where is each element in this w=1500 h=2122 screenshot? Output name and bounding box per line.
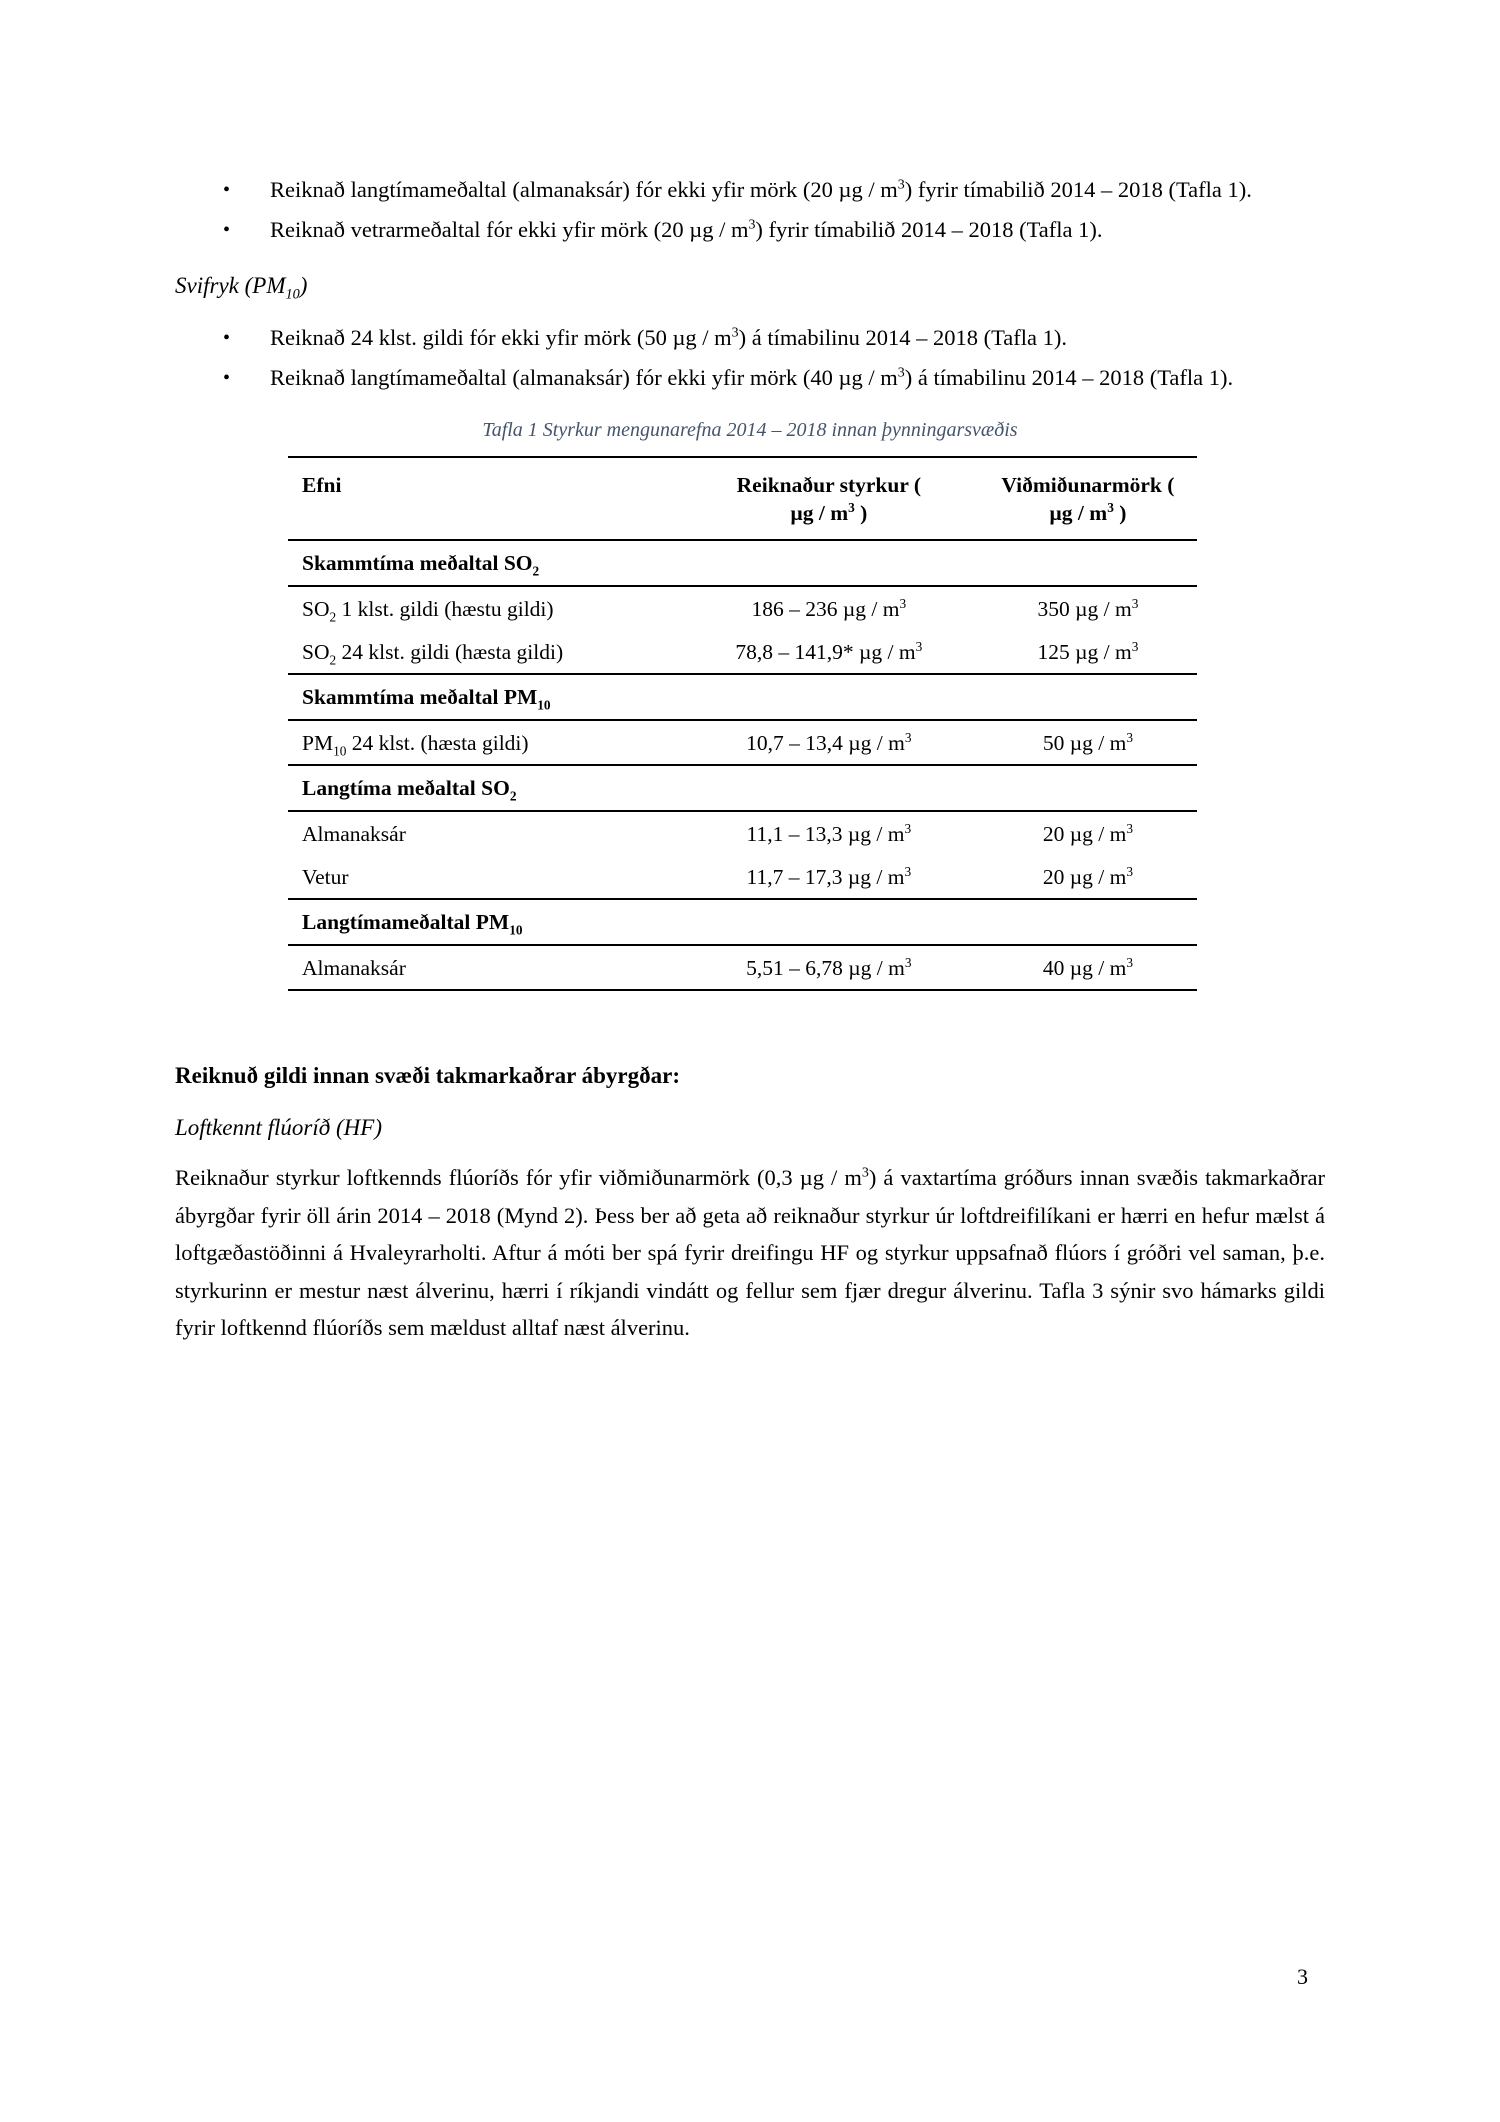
column-header-vidmidunarmork: Viðmiðunarmörk ( µg / $m^3$ ): [979, 457, 1197, 540]
row-calculated-value: 11,7 – 17,3 µg / $m^3$: [746, 863, 912, 889]
page-number: 3: [1297, 1964, 1308, 1989]
bullet-list-pm10: [175, 318, 1325, 398]
table-caption: [175, 416, 1325, 444]
column-header-efni: Efni: [288, 457, 679, 540]
bullet-text: Reiknað langtímameðaltal (almanaksár) fór ekki yfir mörk (40 µg / $m^3$) á tímabilinu 2014 – 2018 (Tafla 1).: [270, 365, 1234, 390]
section-row-skammtima-so2: [288, 540, 1197, 586]
table-row: [288, 720, 1197, 765]
table-caption-text: Tafla 1 Styrkur mengunarefna 2014 – 2018 innan þynningarsvæðis: [482, 419, 1018, 441]
bullet-text: Reiknað langtímameðaltal (almanaksár) fór ekki yfir mörk (20 µg / $m^3$) fyrir tímabilið 2014 – 2018 (Tafla 1).: [270, 177, 1252, 202]
row-calculated-value: 5,51 – 6,78 µg / $m^3$: [746, 954, 912, 980]
row-label: $SO_2$ 1 klst. gildi (hæstu gildi): [302, 597, 554, 625]
row-calculated-value: 11,1 – 13,3 µg / $m^3$: [746, 820, 912, 846]
body-paragraph: Reiknaður styrkur loftkennds flúoríðs fór yfir viðmiðunarmörk (0,3 µg / $m^3$) á vaxtartíma gróðurs innan svæðis takmarkaðrar ábyrgðar fyrir öll árin 2014 – 2018 (Mynd 2). Þess ber að geta að reiknaður styrkur úr loftdreifilíkani er hærri en hefur mælst á loftgæðastöðinni á Hvaleyrarholti. Aftur á móti ber spá fyrir dreifingu HF og styrkur uppsafnað flúors í gróðri vel saman, þ.e. styrkurinn er mestur næst álverinu, hærri í ríkjandi vindátt og fellur sem fjær dregur álverinu. Tafla 3 sýnir svo hámarks gildi fyrir loftkennd flúoríðs sem mældust alltaf næst álverinu.: [175, 1165, 1325, 1340]
section-row-langtima-so2: [288, 765, 1197, 811]
table-header-row: [288, 457, 1197, 540]
list-item: [175, 318, 1325, 358]
row-limit-value: 20 µg / $m^3$: [1042, 863, 1133, 889]
table-row: [288, 945, 1197, 990]
section-row-skammtima-pm10: [288, 674, 1197, 720]
row-calculated-value: 186 – 236 µg / $m^3$: [751, 595, 907, 621]
bullet-icon: •: [223, 219, 231, 241]
section-header: Langtíma meðaltal $SO_2$: [288, 765, 1197, 811]
bullet-icon: •: [223, 367, 231, 389]
row-limit-value: 40 µg / $m^3$: [1042, 954, 1133, 980]
section-header: Langtímameðaltal $PM_{10}$: [288, 899, 1197, 945]
svifryk-heading: Svifryk $(PM_{10})$: [175, 273, 308, 303]
section-row-langtimamedaltal-pm10: [288, 899, 1197, 945]
subsection-heading: Loftkennt flúoríð (HF): [175, 1115, 382, 1140]
concentrations-table: [288, 456, 1197, 991]
table-row: [288, 855, 1197, 899]
row-calculated-value: 10,7 – 13,4 µg / $m^3$: [746, 729, 912, 755]
section-header: Skammtíma meðaltal $PM_{10}$: [288, 674, 1197, 720]
section-header: Skammtíma meðaltal $SO_2$: [288, 540, 1197, 586]
bullet-list-so2: [175, 170, 1325, 250]
row-label: Vetur: [302, 865, 349, 889]
table-row: [288, 586, 1197, 630]
bullet-icon: •: [223, 327, 231, 349]
row-label: $SO_2$ 24 klst. gildi (hæsta gildi): [302, 640, 564, 668]
row-limit-value: 50 µg / $m^3$: [1042, 729, 1133, 755]
row-limit-value: 125 µg / $m^3$: [1037, 638, 1139, 664]
list-item: [175, 210, 1325, 250]
row-calculated-value: 78,8 – 141,9* µg / $m^3$: [735, 638, 923, 664]
row-label: Almanaksár: [302, 956, 406, 980]
page-content: [175, 0, 1325, 1347]
row-limit-value: 350 µg / $m^3$: [1037, 595, 1139, 621]
row-label: $PM_{10}$ 24 klst. (hæsta gildi): [302, 731, 529, 759]
list-item: [175, 358, 1325, 398]
row-label: Almanaksár: [302, 822, 406, 846]
section-heading: Reiknuð gildi innan svæði takmarkaðrar ábyrgðar:: [175, 1063, 680, 1088]
list-item: [175, 170, 1325, 210]
bullet-text: Reiknað vetrarmeðaltal fór ekki yfir mörk (20 µg / $m^3$) fyrir tímabilið 2014 – 2018 (Tafla 1).: [270, 217, 1103, 242]
table-row: [288, 811, 1197, 855]
bullet-icon: •: [223, 179, 231, 201]
table-row: [288, 630, 1197, 674]
bullet-text: Reiknað 24 klst. gildi fór ekki yfir mörk (50 µg / $m^3$) á tímabilinu 2014 – 2018 (Tafla 1).: [270, 325, 1067, 350]
column-header-reiknadur-styrkur: Reiknaður styrkur ( µg / $m^3$ ): [679, 457, 979, 540]
row-limit-value: 20 µg / $m^3$: [1042, 820, 1133, 846]
